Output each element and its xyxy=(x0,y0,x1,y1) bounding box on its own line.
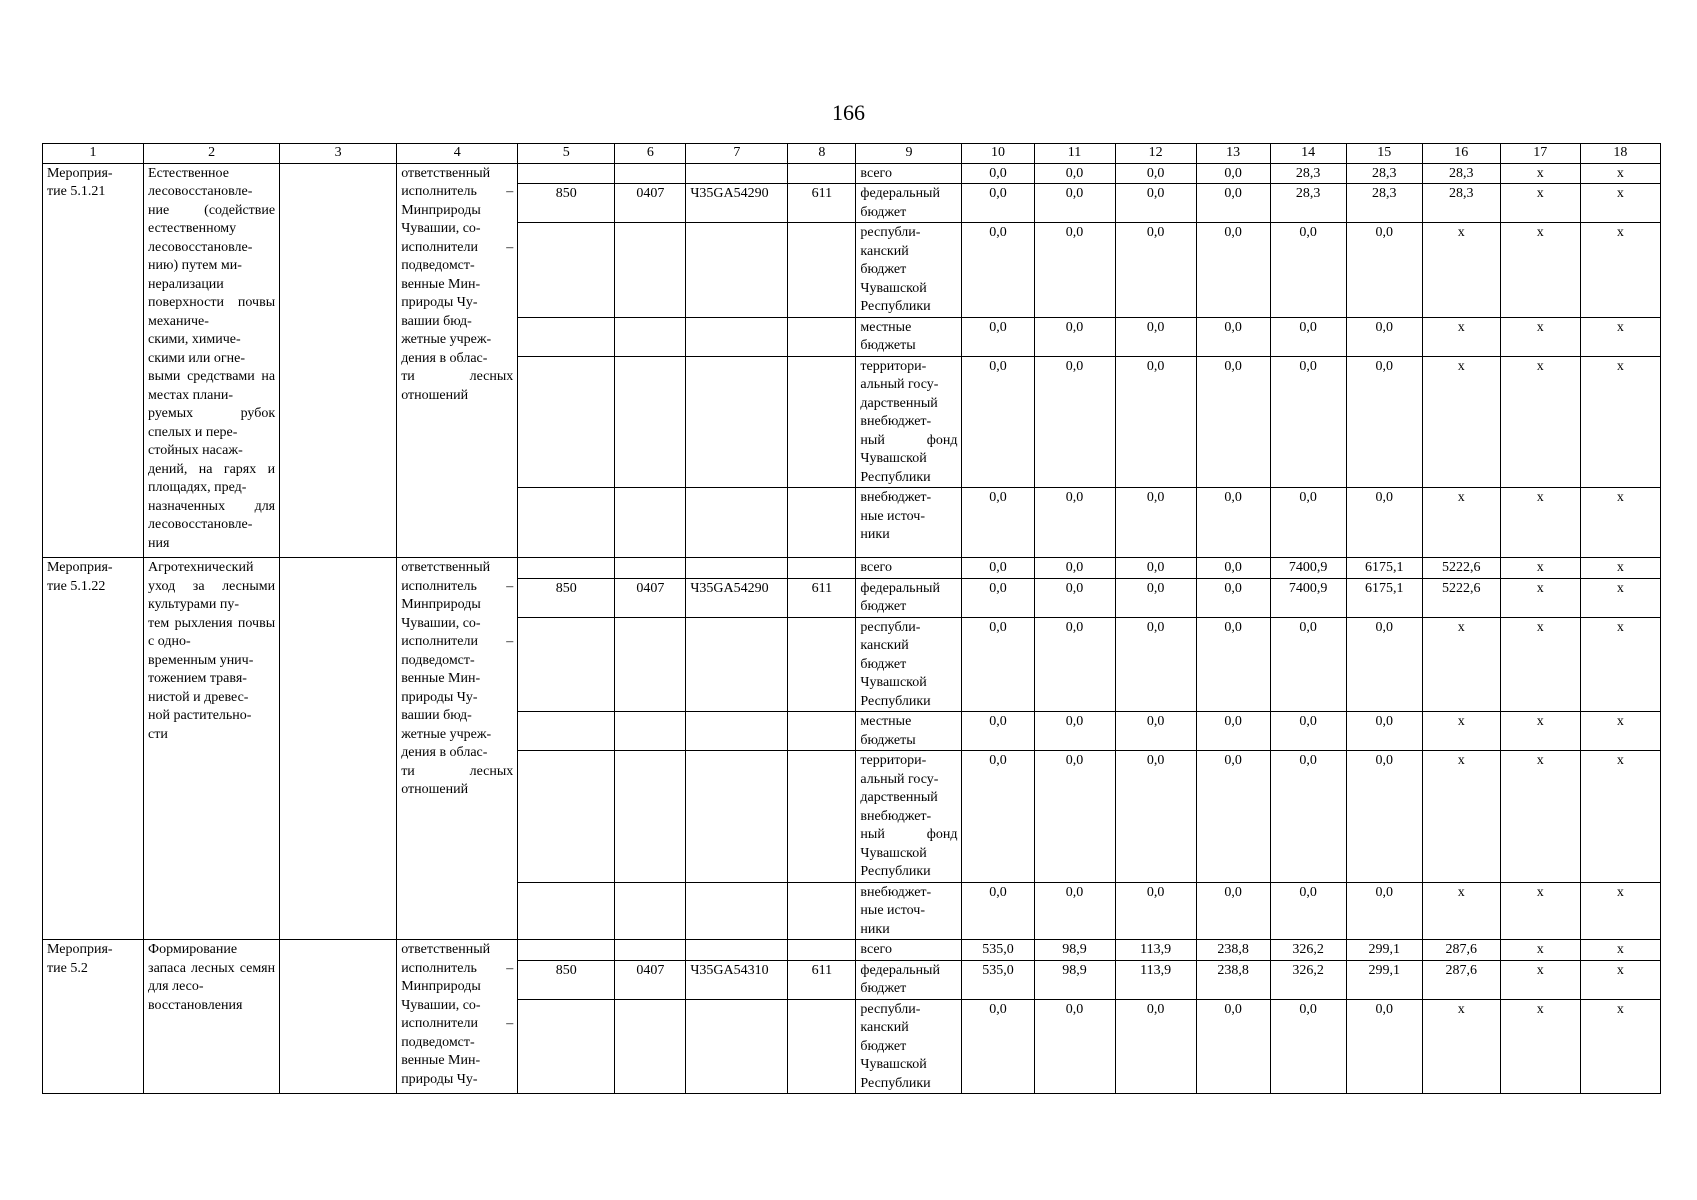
amount-cell: 0,0 xyxy=(1034,882,1115,940)
budget-code-c5: 850 xyxy=(518,184,615,223)
amount-cell: 0,0 xyxy=(1346,999,1422,1094)
amount-cell: 0,0 xyxy=(962,999,1034,1094)
column-header: 3 xyxy=(280,144,397,164)
funding-source: федеральный бюджет xyxy=(856,960,962,999)
amount-cell: x xyxy=(1580,940,1660,961)
amount-cell: 0,0 xyxy=(1270,317,1346,356)
column-header: 15 xyxy=(1346,144,1422,164)
budget-code-c7 xyxy=(686,488,788,558)
column-header: 4 xyxy=(397,144,518,164)
budget-code-c6: 0407 xyxy=(615,578,686,617)
amount-cell: x xyxy=(1580,999,1660,1094)
amount-cell: 0,0 xyxy=(1196,184,1270,223)
budget-code-c8 xyxy=(788,712,856,751)
budget-code-c5: 850 xyxy=(518,960,615,999)
amount-cell: x xyxy=(1580,488,1660,558)
amount-cell: 0,0 xyxy=(1270,488,1346,558)
funding-source: местные бюджеты xyxy=(856,317,962,356)
amount-cell: 0,0 xyxy=(1196,999,1270,1094)
amount-cell: 0,0 xyxy=(962,488,1034,558)
budget-code-c5 xyxy=(518,999,615,1094)
budget-code-c7 xyxy=(686,712,788,751)
amount-cell: 0,0 xyxy=(1346,317,1422,356)
budget-code-c7 xyxy=(686,317,788,356)
amount-cell: 0,0 xyxy=(1270,751,1346,883)
header-row xyxy=(43,144,1661,164)
amount-cell: 326,2 xyxy=(1270,960,1346,999)
executor: ответственный исполнитель – Минприроды Чувашии, со- исполнители – подведомст- венные Мин- природы Чу- вашии бюд- жетные учреж- дения в облас- ти лесных отношений xyxy=(397,558,518,940)
budget-code-c5 xyxy=(518,163,615,184)
budget-code-c7 xyxy=(686,617,788,712)
budget-code-c6 xyxy=(615,558,686,579)
amount-cell: 0,0 xyxy=(1196,712,1270,751)
column-header: 18 xyxy=(1580,144,1660,164)
amount-cell: x xyxy=(1422,356,1500,488)
column-header: 6 xyxy=(615,144,686,164)
budget-code-c5 xyxy=(518,882,615,940)
budget-code-c8 xyxy=(788,356,856,488)
amount-cell: 0,0 xyxy=(1034,617,1115,712)
amount-cell: x xyxy=(1580,356,1660,488)
amount-cell: 6175,1 xyxy=(1346,578,1422,617)
funding-source: всего xyxy=(856,558,962,579)
amount-cell: 0,0 xyxy=(1034,488,1115,558)
amount-cell: x xyxy=(1500,960,1580,999)
amount-cell: 0,0 xyxy=(1034,317,1115,356)
amount-cell: x xyxy=(1422,617,1500,712)
budget-code-c5: 850 xyxy=(518,578,615,617)
amount-cell: 0,0 xyxy=(1115,882,1196,940)
amount-cell: 238,8 xyxy=(1196,940,1270,961)
amount-cell: 28,3 xyxy=(1270,184,1346,223)
amount-cell: 0,0 xyxy=(1034,223,1115,318)
amount-cell: x xyxy=(1422,317,1500,356)
budget-code-c5 xyxy=(518,617,615,712)
amount-cell: 0,0 xyxy=(1196,617,1270,712)
amount-cell: 326,2 xyxy=(1270,940,1346,961)
budget-code-c8 xyxy=(788,940,856,961)
amount-cell: 0,0 xyxy=(1196,558,1270,579)
budget-code-c7 xyxy=(686,356,788,488)
budget-code-c8: 611 xyxy=(788,960,856,999)
budget-code-c8 xyxy=(788,163,856,184)
amount-cell: 535,0 xyxy=(962,960,1034,999)
amount-cell: 287,6 xyxy=(1422,960,1500,999)
amount-cell: 0,0 xyxy=(1034,999,1115,1094)
amount-cell: x xyxy=(1500,617,1580,712)
budget-code-c8 xyxy=(788,882,856,940)
budget-code-c7 xyxy=(686,163,788,184)
funding-source: местные бюджеты xyxy=(856,712,962,751)
amount-cell: 0,0 xyxy=(1346,751,1422,883)
amount-cell: 238,8 xyxy=(1196,960,1270,999)
funding-source: республи- канский бюджет Чувашской Республики xyxy=(856,223,962,318)
amount-cell: 0,0 xyxy=(1196,317,1270,356)
budget-code-c6 xyxy=(615,882,686,940)
amount-cell: 113,9 xyxy=(1115,960,1196,999)
funding-source: республи- канский бюджет Чувашской Республики xyxy=(856,999,962,1094)
column-header: 17 xyxy=(1500,144,1580,164)
amount-cell: 28,3 xyxy=(1422,184,1500,223)
budget-code-c7 xyxy=(686,223,788,318)
budget-code-c6 xyxy=(615,163,686,184)
amount-cell: 0,0 xyxy=(962,317,1034,356)
amount-cell: 98,9 xyxy=(1034,960,1115,999)
budget-code-c7 xyxy=(686,751,788,883)
budget-code-c8: 611 xyxy=(788,578,856,617)
amount-cell: x xyxy=(1422,999,1500,1094)
budget-code-c5 xyxy=(518,940,615,961)
column-header: 2 xyxy=(144,144,280,164)
amount-cell: 0,0 xyxy=(962,184,1034,223)
budget-code-c5 xyxy=(518,488,615,558)
budget-code-c8 xyxy=(788,223,856,318)
amount-cell: 28,3 xyxy=(1422,163,1500,184)
amount-cell: 0,0 xyxy=(1034,751,1115,883)
funding-source: федеральный бюджет xyxy=(856,578,962,617)
amount-cell: 0,0 xyxy=(1115,317,1196,356)
column-header: 10 xyxy=(962,144,1034,164)
amount-cell: 0,0 xyxy=(1196,356,1270,488)
amount-cell: 0,0 xyxy=(1034,712,1115,751)
amount-cell: 0,0 xyxy=(1196,163,1270,184)
budget-code-c7 xyxy=(686,999,788,1094)
budget-code-c8 xyxy=(788,617,856,712)
amount-cell: x xyxy=(1500,184,1580,223)
amount-cell: 0,0 xyxy=(1034,558,1115,579)
activity-name: Естественное лесовосстановле- ние (содействие естественному лесовосстановле- нию) путем ми- нерализации поверхности почвы механиче- скими, химиче- скими или огне- выми средствами на местах плани- руемых рубок спелых и пере- стойных насаж- дений, на гарях и площадях, пред- назначенных для лесовосстановле- ния xyxy=(144,163,280,558)
amount-cell: x xyxy=(1580,960,1660,999)
funding-source: республи- канский бюджет Чувашской Республики xyxy=(856,617,962,712)
amount-cell: x xyxy=(1500,578,1580,617)
column-header: 14 xyxy=(1270,144,1346,164)
budget-code-c5 xyxy=(518,712,615,751)
column-header: 16 xyxy=(1422,144,1500,164)
amount-cell: x xyxy=(1580,712,1660,751)
column-header: 1 xyxy=(43,144,144,164)
activity-id: Мероприя- тие 5.2 xyxy=(43,940,144,1094)
budget-code-c7: Ч35GA54290 xyxy=(686,184,788,223)
amount-cell: 0,0 xyxy=(962,163,1034,184)
amount-cell: 7400,9 xyxy=(1270,558,1346,579)
budget-code-c8 xyxy=(788,558,856,579)
amount-cell: 0,0 xyxy=(962,751,1034,883)
funding-source: федеральный бюджет xyxy=(856,184,962,223)
amount-cell: x xyxy=(1580,617,1660,712)
budget-code-c7: Ч35GA54310 xyxy=(686,960,788,999)
responsible-column-3 xyxy=(280,558,397,940)
funding-source: территори- альный госу- дарственный внебюджет- ный фонд Чувашской Республики xyxy=(856,356,962,488)
amount-cell: 0,0 xyxy=(1115,356,1196,488)
amount-cell: 98,9 xyxy=(1034,940,1115,961)
amount-cell: x xyxy=(1500,751,1580,883)
budget-code-c6 xyxy=(615,317,686,356)
amount-cell: 0,0 xyxy=(1196,882,1270,940)
column-header: 5 xyxy=(518,144,615,164)
amount-cell: 0,0 xyxy=(962,882,1034,940)
budget-code-c7: Ч35GA54290 xyxy=(686,578,788,617)
budget-code-c8 xyxy=(788,488,856,558)
amount-cell: 0,0 xyxy=(1115,488,1196,558)
amount-cell: 535,0 xyxy=(962,940,1034,961)
amount-cell: 0,0 xyxy=(1270,999,1346,1094)
budget-table xyxy=(42,143,1661,1094)
amount-cell: 0,0 xyxy=(962,578,1034,617)
amount-cell: x xyxy=(1500,712,1580,751)
amount-cell: 0,0 xyxy=(1196,751,1270,883)
executor: ответственный исполнитель – Минприроды Чувашии, со- исполнители – подведомст- венные Мин- природы Чу- xyxy=(397,940,518,1094)
budget-code-c7 xyxy=(686,940,788,961)
amount-cell: x xyxy=(1580,163,1660,184)
amount-cell: 0,0 xyxy=(1346,356,1422,488)
amount-cell: 0,0 xyxy=(1196,488,1270,558)
amount-cell: 0,0 xyxy=(1346,617,1422,712)
budget-code-c6: 0407 xyxy=(615,960,686,999)
column-header: 8 xyxy=(788,144,856,164)
column-header: 11 xyxy=(1034,144,1115,164)
amount-cell: 0,0 xyxy=(962,712,1034,751)
budget-code-c6 xyxy=(615,223,686,318)
amount-cell: x xyxy=(1580,882,1660,940)
activity-name: Формирование запаса лесных семян для лесо- восстановления xyxy=(144,940,280,1094)
amount-cell: 0,0 xyxy=(1115,712,1196,751)
budget-code-c6 xyxy=(615,940,686,961)
budget-code-c6: 0407 xyxy=(615,184,686,223)
budget-code-c6 xyxy=(615,356,686,488)
amount-cell: 6175,1 xyxy=(1346,558,1422,579)
budget-code-c6 xyxy=(615,712,686,751)
amount-cell: x xyxy=(1580,578,1660,617)
amount-cell: x xyxy=(1500,223,1580,318)
amount-cell: x xyxy=(1500,163,1580,184)
amount-cell: 0,0 xyxy=(1115,999,1196,1094)
budget-code-c5 xyxy=(518,751,615,883)
amount-cell: 0,0 xyxy=(1115,223,1196,318)
amount-cell: 287,6 xyxy=(1422,940,1500,961)
amount-cell: x xyxy=(1500,488,1580,558)
budget-code-c5 xyxy=(518,317,615,356)
amount-cell: 0,0 xyxy=(1270,617,1346,712)
amount-cell: x xyxy=(1500,940,1580,961)
column-header: 13 xyxy=(1196,144,1270,164)
budget-code-c5 xyxy=(518,223,615,318)
amount-cell: 28,3 xyxy=(1346,163,1422,184)
budget-code-c8: 611 xyxy=(788,184,856,223)
executor: ответственный исполнитель – Минприроды Чувашии, со- исполнители – подведомст- венные Мин- природы Чу- вашии бюд- жетные учреж- дения в облас- ти лесных отношений xyxy=(397,163,518,558)
table-row xyxy=(43,940,1661,961)
amount-cell: x xyxy=(1580,223,1660,318)
budget-code-c8 xyxy=(788,751,856,883)
amount-cell: 0,0 xyxy=(1115,578,1196,617)
amount-cell: 0,0 xyxy=(1346,223,1422,318)
amount-cell: x xyxy=(1422,488,1500,558)
amount-cell: x xyxy=(1422,712,1500,751)
activity-id: Мероприя- тие 5.1.22 xyxy=(43,558,144,940)
column-header: 9 xyxy=(856,144,962,164)
budget-code-c6 xyxy=(615,617,686,712)
funding-source: территори- альный госу- дарственный внебюджет- ный фонд Чувашской Республики xyxy=(856,751,962,883)
amount-cell: 28,3 xyxy=(1346,184,1422,223)
amount-cell: x xyxy=(1580,751,1660,883)
amount-cell: 0,0 xyxy=(962,223,1034,318)
responsible-column-3 xyxy=(280,163,397,558)
amount-cell: 0,0 xyxy=(1270,223,1346,318)
amount-cell: 0,0 xyxy=(1196,578,1270,617)
amount-cell: x xyxy=(1500,558,1580,579)
amount-cell: 0,0 xyxy=(1115,184,1196,223)
page-number: 166 xyxy=(832,100,865,125)
amount-cell: 299,1 xyxy=(1346,960,1422,999)
column-header: 7 xyxy=(686,144,788,164)
amount-cell: x xyxy=(1500,882,1580,940)
amount-cell: x xyxy=(1500,317,1580,356)
amount-cell: x xyxy=(1580,317,1660,356)
amount-cell: 0,0 xyxy=(962,356,1034,488)
amount-cell: x xyxy=(1500,356,1580,488)
responsible-column-3 xyxy=(280,940,397,1094)
activity-name: Агротехнический уход за лесными культурами пу- тем рыхления почвы с одно- временным унич- тожением травя- нистой и древес- ной растительно- сти xyxy=(144,558,280,940)
amount-cell: 0,0 xyxy=(1270,356,1346,488)
amount-cell: x xyxy=(1422,751,1500,883)
amount-cell: x xyxy=(1580,558,1660,579)
amount-cell: 0,0 xyxy=(1034,578,1115,617)
amount-cell: 28,3 xyxy=(1270,163,1346,184)
amount-cell: 299,1 xyxy=(1346,940,1422,961)
funding-source: всего xyxy=(856,163,962,184)
amount-cell: x xyxy=(1422,882,1500,940)
amount-cell: 0,0 xyxy=(1346,712,1422,751)
budget-code-c6 xyxy=(615,488,686,558)
amount-cell: 0,0 xyxy=(1034,356,1115,488)
amount-cell: 0,0 xyxy=(1346,882,1422,940)
budget-code-c7 xyxy=(686,882,788,940)
amount-cell: 0,0 xyxy=(1115,751,1196,883)
amount-cell: x xyxy=(1500,999,1580,1094)
activity-id: Мероприя- тие 5.1.21 xyxy=(43,163,144,558)
budget-code-c8 xyxy=(788,999,856,1094)
budget-code-c8 xyxy=(788,317,856,356)
amount-cell: 5222,6 xyxy=(1422,578,1500,617)
amount-cell: 5222,6 xyxy=(1422,558,1500,579)
amount-cell: 0,0 xyxy=(1115,558,1196,579)
amount-cell: 0,0 xyxy=(1196,223,1270,318)
amount-cell: 0,0 xyxy=(1034,184,1115,223)
amount-cell: 0,0 xyxy=(962,617,1034,712)
budget-code-c6 xyxy=(615,999,686,1094)
table-row xyxy=(43,558,1661,579)
budget-code-c7 xyxy=(686,558,788,579)
amount-cell: 0,0 xyxy=(962,558,1034,579)
amount-cell: 0,0 xyxy=(1346,488,1422,558)
amount-cell: 113,9 xyxy=(1115,940,1196,961)
amount-cell: x xyxy=(1580,184,1660,223)
table-row xyxy=(43,163,1661,184)
budget-code-c6 xyxy=(615,751,686,883)
amount-cell: 0,0 xyxy=(1034,163,1115,184)
funding-source: внебюджет- ные источ- ники xyxy=(856,882,962,940)
amount-cell: 0,0 xyxy=(1270,712,1346,751)
amount-cell: 0,0 xyxy=(1115,617,1196,712)
funding-source: всего xyxy=(856,940,962,961)
table-body xyxy=(43,144,1661,1094)
amount-cell: x xyxy=(1422,223,1500,318)
funding-source: внебюджет- ные источ- ники xyxy=(856,488,962,558)
amount-cell: 7400,9 xyxy=(1270,578,1346,617)
amount-cell: 0,0 xyxy=(1115,163,1196,184)
amount-cell: 0,0 xyxy=(1270,882,1346,940)
column-header: 12 xyxy=(1115,144,1196,164)
budget-code-c5 xyxy=(518,558,615,579)
budget-code-c5 xyxy=(518,356,615,488)
